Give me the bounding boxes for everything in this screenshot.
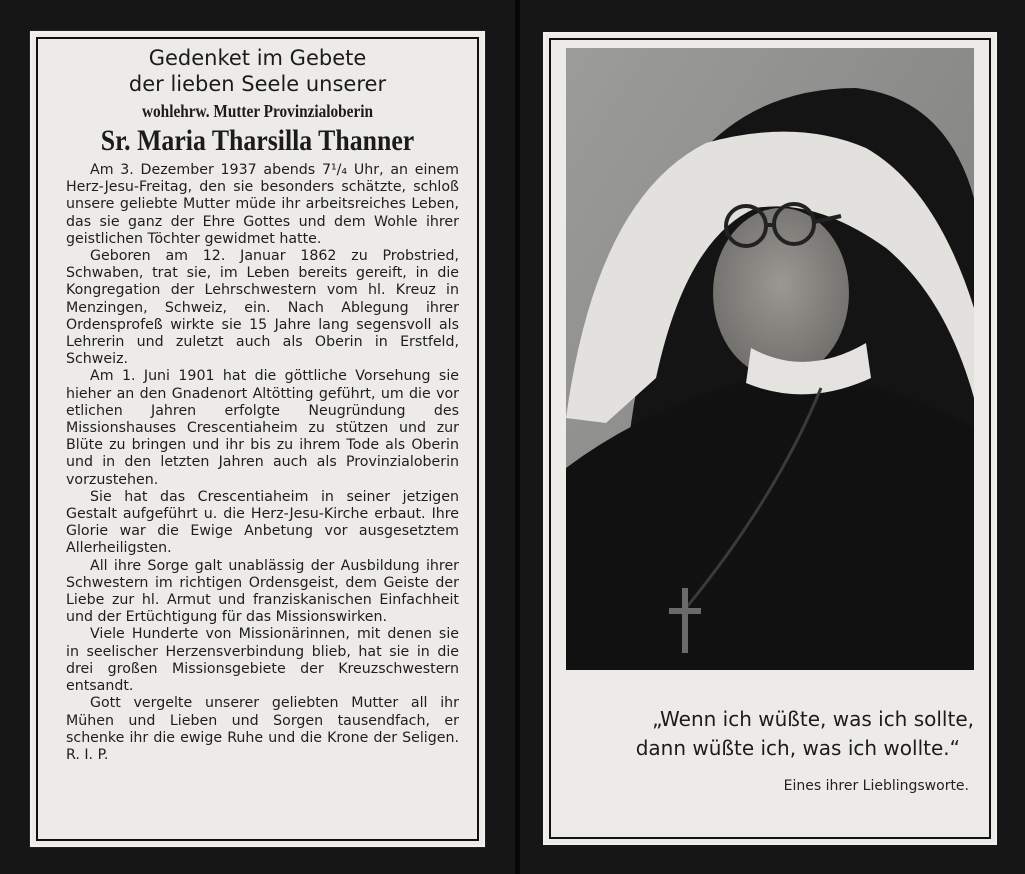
paragraph: Geboren am 12. Januar 1862 zu Probstried, Schwaben, trat sie, im Leben bereits gereift, in die Kongregation der Lehrschwestern vom hl. Kreuz in Menzingen, Schweiz, ein. Nach Ablegung ihrer Ordensprofeß wirkte sie 15 Jahre lang segensvoll als Lehrerin und zuletzt auch als Oberin in Erstfeld, Schweiz. — [66, 248, 459, 368]
title-line: wohlehrw. Mutter Provinzialoberin — [141, 101, 374, 121]
deceased-name: Sr. Maria Tharsilla Thanner — [100, 124, 415, 157]
header-line-1: Gedenket im Gebete — [148, 46, 367, 70]
quote-line-2: dann wüßte ich, was ich wollte.“ — [635, 736, 960, 760]
quote-caption: Eines ihrer Lieblingsworte. — [783, 778, 969, 794]
portrait-illustration — [566, 48, 974, 670]
paragraph: Am 1. Juni 1901 hat die göttliche Vorsehung sie hieher an den Gnadenort Altötting geführt, um die vor etlichen Jahren erfolgte Neugründung des Missionshauses Crescentiaheim zu stützen und zur Blüte zu bringen und ihr bis zu ihrem Tode als Oberin und in den letzten Jahren auch als Provinzialoberin vorzustehen. — [66, 368, 459, 488]
paragraph: Am 3. Dezember 1937 abends 7¹/₄ Uhr, an einem Herz-Jesu-Freitag, den sie besonders schätzte, schloß unsere geliebte Mutter müde ihr arbeitsreiches Leben, das sie ganz der Ehre Gottes und dem Wohle ihrer geistlichen Töchter gewidmet hatte. — [66, 162, 459, 247]
header-line-2: der lieben Seele unserer — [128, 72, 387, 96]
quote-line-1: „Wenn ich wüßte, was ich sollte, — [652, 707, 974, 731]
portrait-photo — [566, 48, 974, 670]
paragraph: Sie hat das Crescentiaheim in seiner jetzigen Gestalt aufgeführt u. die Herz-Jesu-Kirche erbaut. Ihre Glorie war die Ewige Anbetung vor ausgesetztem Allerheiligsten. — [66, 488, 459, 557]
paragraph: Viele Hunderte von Missionärinnen, mit denen sie in seelischer Herzensverbindung blieb, hat sie in die drei großen Missionsgebiete der Kreuzschwestern entsandt. — [66, 626, 459, 695]
paragraph: Gott vergelte unserer geliebten Mutter all ihr Mühen und Lieben und Sorgen tausendfach, er schenke ihr die ewige Ruhe und die Krone der Seligen. R. I. P. — [66, 695, 459, 763]
obituary-text — [66, 162, 459, 764]
paragraph: All ihre Sorge galt unablässig der Ausbildung ihrer Schwestern im richtigen Ordensgeist, dem Geiste der Liebe zur hl. Armut und franziskanischen Einfachheit und der Ertüchtigung für das Missionswirken. — [66, 557, 459, 626]
